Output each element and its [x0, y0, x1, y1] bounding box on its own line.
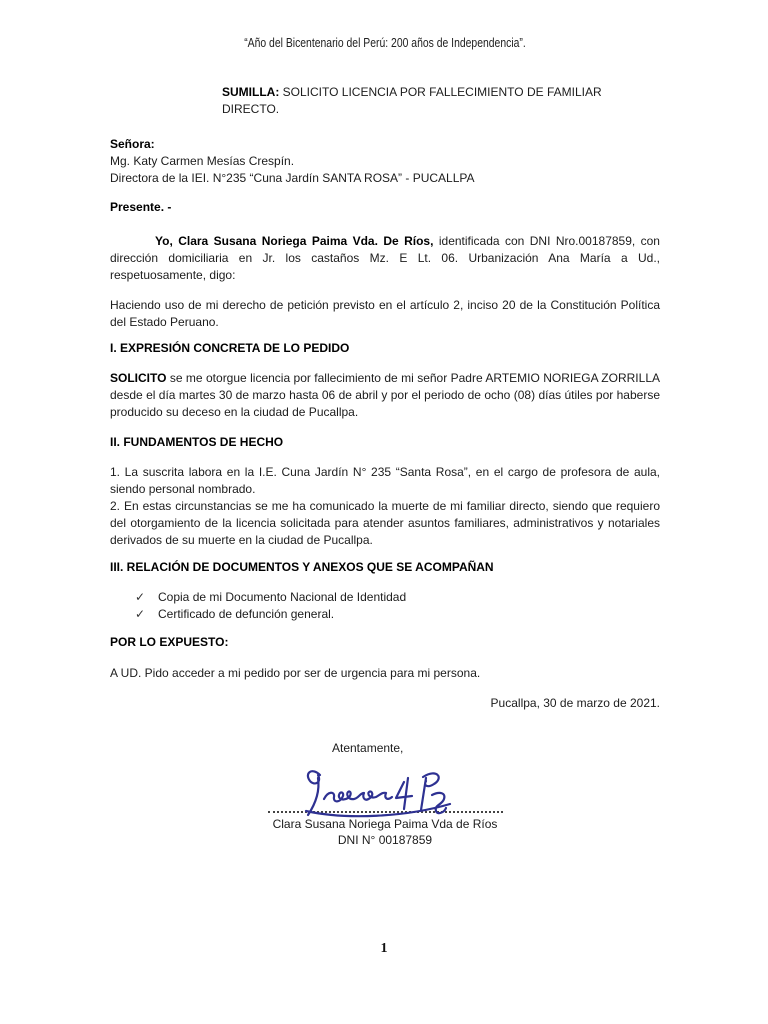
signatory-name: Clara Susana Noriega Paima Vda de Ríos — [272, 817, 498, 831]
section-1-paragraph — [110, 370, 660, 421]
section-1-heading: I. EXPRESIÓN CONCRETA DE LO PEDIDO — [110, 341, 350, 355]
section-3-heading: III. RELACIÓN DE DOCUMENTOS Y ANEXOS QUE SE ACOMPAÑAN — [110, 560, 494, 574]
check-icon: ✓ — [135, 607, 146, 621]
recipient-salutation: Señora: — [110, 137, 155, 151]
section-2-point-2: 2. En estas circunstancias se me ha comunicado la muerte de mi familiar directo, siendo que requiero del otorgamiento de la licencia solicitada para atender asuntos familiares, administrativos y notariales derivados de su muerte en la ciudad de Pucallpa. — [110, 499, 660, 547]
intro-text: identificada con DNI Nro.00187859, con dirección domiciliaria en Jr. los castaños Mz. E Lt. 06. Urbanización Ana María a Ud., respetuosamente, digo: — [110, 234, 660, 282]
sumilla-label: SUMILLA: — [222, 85, 280, 99]
intro-declarant-name: Yo, Clara Susana Noriega Paima Vda. De Ríos, — [155, 234, 434, 248]
section-1-text: se me otorgue licencia por fallecimiento de mi señor Padre ARTEMIO NORIEGA ZORRILLA desde el día martes 30 de marzo hasta 06 de abril y por el periodo de ocho (08) días útiles por haberse producido su deceso en la ciudad de Pucallpa. — [110, 371, 660, 419]
legal-basis-paragraph: Haciendo uso de mi derecho de petición previsto en el artículo 2, inciso 20 de la Constitución Política del Estado Peruano. — [110, 298, 660, 329]
signature-ink — [280, 765, 490, 823]
recipient-name: Mg. Katy Carmen Mesías Crespín. — [110, 154, 295, 168]
solicito-label: SOLICITO — [110, 371, 167, 385]
annex-checklist — [110, 589, 660, 623]
signature-block — [255, 765, 515, 848]
annex-item-text: Certificado de defunción general. — [158, 607, 335, 621]
sumilla-line — [222, 84, 660, 118]
header-quote — [110, 36, 660, 50]
por-lo-expuesto-heading: POR LO EXPUESTO: — [110, 635, 229, 649]
recipient-block — [110, 136, 660, 187]
recipient-role: Directora de la IEI. N°235 “Cuna Jardín SANTA ROSA” - PUCALLPA — [110, 171, 475, 185]
presente-line: Presente. - — [110, 200, 172, 214]
section-2-body — [110, 464, 660, 549]
farewell-line: Atentamente, — [332, 741, 404, 755]
check-icon: ✓ — [135, 590, 146, 604]
sumilla-text: SOLICITO LICENCIA POR FALLECIMIENTO DE FAMILIAR DIRECTO. — [222, 85, 602, 116]
section-2-heading: II. FUNDAMENTOS DE HECHO — [110, 435, 284, 449]
intro-paragraph — [110, 233, 660, 284]
page-number: 1 — [380, 941, 388, 956]
list-item — [110, 589, 660, 606]
annex-item-text: Copia de mi Documento Nacional de Identidad — [158, 590, 407, 604]
header-quote-text: “Año del Bicentenario del Perú: 200 años de Independencia”. — [244, 35, 526, 50]
date-line: Pucallpa, 30 de marzo de 2021. — [490, 696, 660, 710]
list-item — [110, 606, 660, 623]
closing-request: A UD. Pido acceder a mi pedido por ser de urgencia para mi persona. — [110, 666, 481, 680]
signatory-dni: DNI N° 00187859 — [337, 833, 433, 847]
section-2-point-1: 1. La suscrita labora en la I.E. Cuna Jardín N° 235 “Santa Rosa”, en el cargo de profesora de aula, siendo personal nombrado. — [110, 465, 660, 496]
